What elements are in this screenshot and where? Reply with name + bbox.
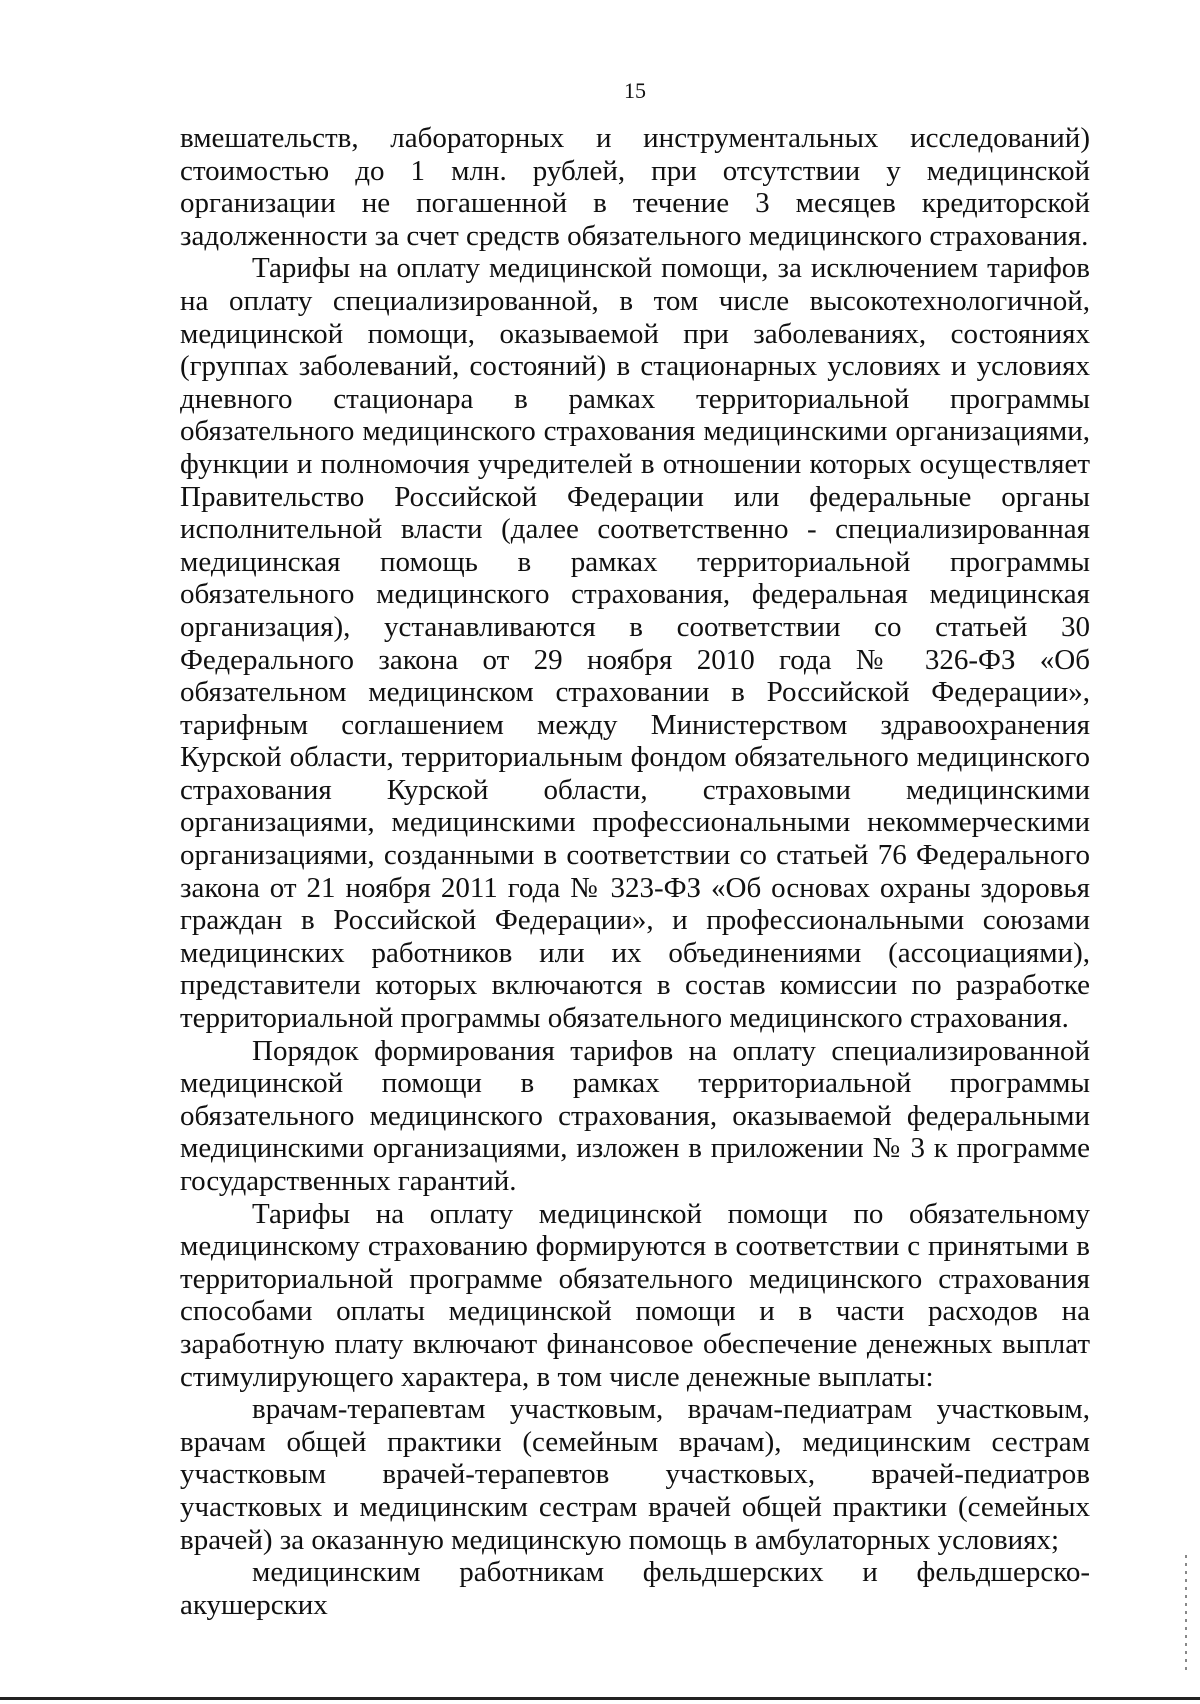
body-text <box>180 122 1090 1621</box>
paragraph-2: Тарифы на оплату медицинской помощи, за исключением тарифов на оплату специализированной, в том числе высокотехнологичной, медицинской помощи, оказываемой при заболеваниях, состояниях (группах заболеваний, состояний) в стационарных условиях и условиях дневного стационара в рамках территориальной программы обязательного медицинского страхования медицинскими организациями, функции и полномочия учредителей в отношении которых осуществляет Правительство Российской Федерации или федеральные органы исполнительной власти (далее соответственно - специализированная медицинская помощь в рамках территориальной программы обязательного медицинского страхования, федеральная медицинская организация), устанавливаются в соответствии со статьей 30 Федерального закона от 29 ноября 2010 года № 326-ФЗ «Об обязательном медицинском страховании в Российской Федерации», тарифным соглашением между Министерством здравоохранения Курской области, территориальным фондом обязательного медицинского страхования Курской области, страховыми медицинскими организациями, медицинскими профессиональными некоммерческими организациями, созданными в соответствии со статьей 76 Федерального закона от 21 ноября 2011 года № 323-ФЗ «Об основах охраны здоровья граждан в Российской Федерации», и профессиональными союзами медицинских работников или их объединениями (ассоциациями), представители которых включаются в состав комиссии по разработке территориальной программы обязательного медицинского страхования. <box>180 252 1090 1035</box>
paragraph-1: вмешательств, лабораторных и инструментальных исследований) стоимостью до 1 млн. рублей, при отсутствии у медицинской организации не погашенной в течение 3 месяцев кредиторской задолженности за счет средств обязательного медицинского страхования. <box>180 122 1090 252</box>
paragraph-4: Тарифы на оплату медицинской помощи по обязательному медицинскому страхованию формируются в соответствии с принятыми в территориальной программе обязательного медицинского страхования способами оплаты медицинской помощи и в части расходов на заработную плату включают финансовое обеспечение денежных выплат стимулирующего характера, в том числе денежные выплаты: <box>180 1197 1090 1393</box>
paragraph-3: Порядок формирования тарифов на оплату специализированной медицинской помощи в рамках территориальной программы обязательного медицинского страхования, оказываемой федеральными медицинскими организациями, изложен в приложении № 3 к программе государственных гарантий. <box>180 1034 1090 1197</box>
page-number: 15 <box>624 78 646 103</box>
scan-bottom-edge <box>0 1697 1200 1700</box>
paragraph-5: врачам-терапевтам участковым, врачам-педиатрам участковым, врачам общей практики (семейным врачам), медицинским сестрам участковым врачей-терапевтов участковых, врачей-педиатров участковых и медицинским сестрам врачей общей практики (семейных врачей) за оказанную медицинскую помощь в амбулаторных условиях; <box>180 1393 1090 1556</box>
paragraph-6: медицинским работникам фельдшерских и фельдшерско-акушерских <box>180 1556 1090 1621</box>
scan-margin-mark <box>1185 1555 1187 1675</box>
